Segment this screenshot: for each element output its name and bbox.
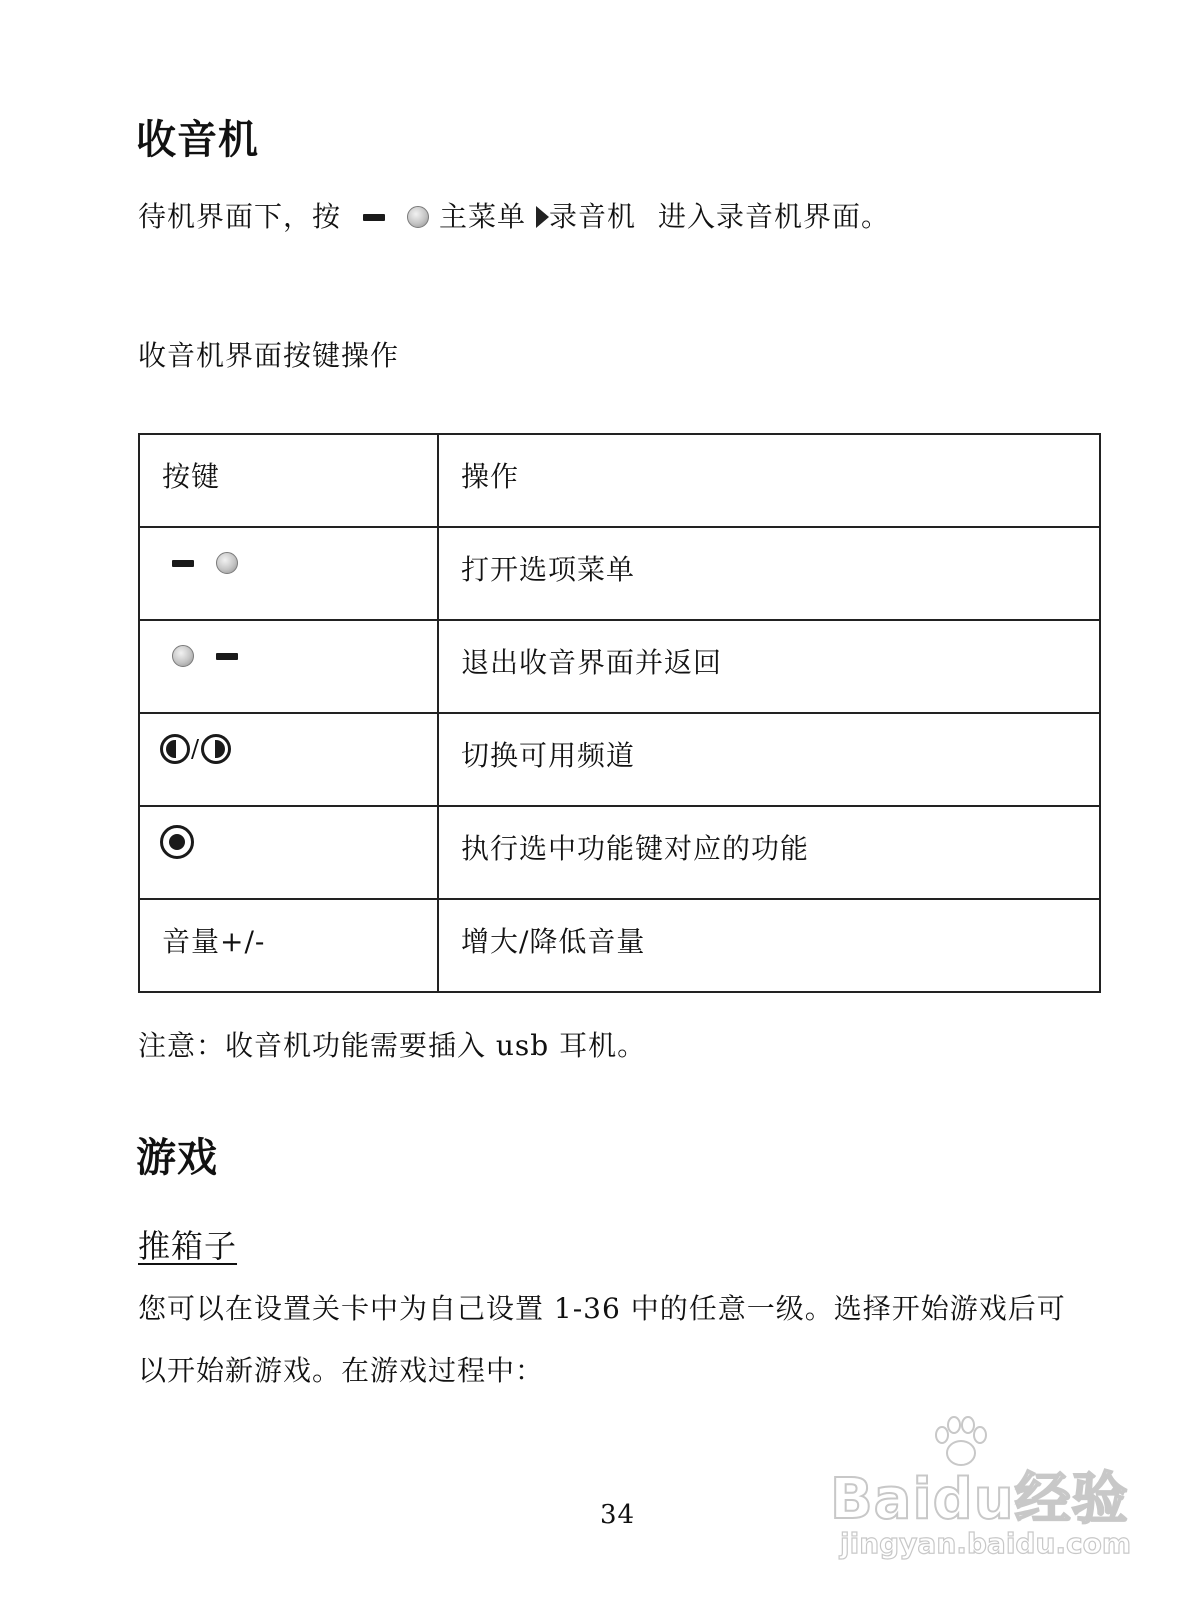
table-cell-key bbox=[139, 806, 438, 899]
table-caption: 收音机界面按键操作 bbox=[138, 339, 400, 372]
watermark-logo: Baidu经验 bbox=[830, 1467, 1129, 1532]
round-key-icon bbox=[172, 645, 194, 667]
minus-key-icon bbox=[216, 653, 238, 660]
table-cell-key bbox=[139, 527, 438, 620]
intro-suffix: 进入录音机界面。 bbox=[658, 200, 891, 233]
nav-right-icon bbox=[201, 734, 231, 764]
header-action: 操作 bbox=[438, 434, 1100, 527]
section-title-games: 游戏 bbox=[136, 1135, 218, 1181]
table-row bbox=[139, 806, 1100, 899]
intro-line bbox=[138, 197, 890, 237]
minus-key-icon bbox=[363, 214, 385, 221]
table-header-row bbox=[139, 434, 1100, 527]
page-number: 34 bbox=[600, 1500, 636, 1530]
watermark-url: jingyan.baidu.com bbox=[840, 1527, 1132, 1560]
paragraph-line-1: 您可以在设置关卡中为自己设置 1-36 中的任意一级。选择开始游戏后可 bbox=[138, 1292, 1066, 1325]
baidu-watermark bbox=[830, 1415, 1150, 1565]
table-cell-action: 增大/降低音量 bbox=[438, 899, 1100, 992]
intro-target: 录音机 bbox=[549, 200, 637, 233]
table-cell-action: 切换可用频道 bbox=[438, 713, 1100, 806]
header-key: 按键 bbox=[139, 434, 438, 527]
nav-left-icon bbox=[160, 734, 190, 764]
table-row bbox=[139, 713, 1100, 806]
usb-note: 注意：收音机功能需要插入 usb 耳机。 bbox=[138, 1029, 647, 1062]
table-cell-action: 打开选项菜单 bbox=[438, 527, 1100, 620]
round-key-icon bbox=[216, 552, 238, 574]
table-row bbox=[139, 620, 1100, 713]
table-cell-key bbox=[139, 620, 438, 713]
subtitle-sokoban: 推箱子 bbox=[138, 1227, 238, 1265]
intro-prefix: 待机界面下，按 bbox=[138, 200, 342, 233]
ok-icon bbox=[160, 825, 194, 859]
table-cell-key bbox=[139, 713, 438, 806]
table-cell-key: 音量+/- bbox=[139, 899, 438, 992]
key-separator: / bbox=[191, 735, 201, 763]
table-row bbox=[139, 899, 1100, 992]
table-cell-action: 执行选中功能键对应的功能 bbox=[438, 806, 1100, 899]
table-cell-action: 退出收音界面并返回 bbox=[438, 620, 1100, 713]
minus-key-icon bbox=[172, 560, 194, 567]
intro-menu: 主菜单 bbox=[439, 200, 527, 233]
paragraph-line-2: 以开始新游戏。在游戏过程中： bbox=[138, 1354, 545, 1387]
section-title-radio: 收音机 bbox=[136, 117, 259, 163]
arrow-right-icon bbox=[536, 206, 549, 228]
table-row bbox=[139, 527, 1100, 620]
round-key-icon bbox=[407, 206, 429, 228]
key-operation-table bbox=[138, 433, 1101, 993]
